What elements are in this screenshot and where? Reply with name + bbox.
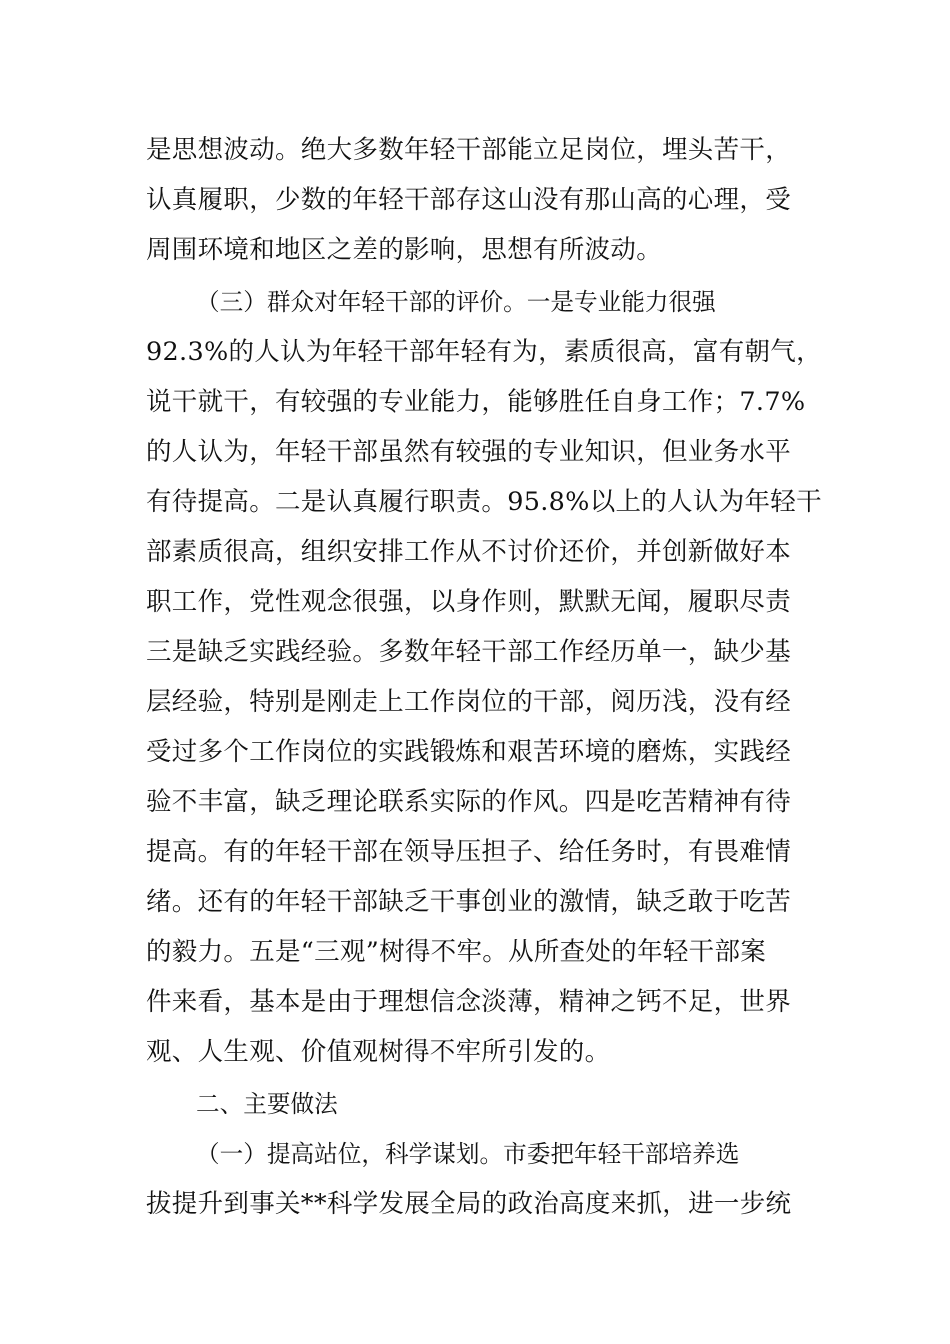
text-line: 观、人生观、价值观树得不牢所引发的。 — [146, 1037, 611, 1067]
section-heading: 二、主要做法 — [196, 1090, 338, 1118]
text-line: 的毅力。五是“三观”树得不牢。从所查处的年轻干部案 — [146, 937, 767, 967]
text-line: 的人认为，年轻干部虽然有较强的专业知识，但业务水平 — [146, 437, 792, 467]
text-line: 层经验，特别是刚走上工作岗位的干部，阅历浅，没有经 — [146, 687, 792, 717]
text-line: 绪。还有的年轻干部缺乏干事创业的激情，缺乏敢于吃苦 — [146, 887, 792, 917]
text-line: 三是缺乏实践经验。多数年轻干部工作经历单一，缺少基 — [146, 637, 792, 667]
text-line: 受过多个工作岗位的实践锻炼和艰苦环境的磨炼，实践经 — [146, 737, 792, 767]
text-line: 周围环境和地区之差的影响，思想有所波动。 — [146, 235, 663, 265]
text-line: 是思想波动。绝大多数年轻干部能立足岗位，埋头苦干， — [146, 135, 792, 165]
text-line: 92.3%的人认为年轻干部年轻有为，素质很高，富有朝气， — [146, 337, 822, 367]
text-line: 说干就干，有较强的专业能力，能够胜任自身工作；7.7% — [146, 387, 806, 417]
text-line: 部素质很高，组织安排工作从不讨价还价，并创新做好本 — [146, 537, 792, 567]
text-line: 件来看，基本是由于理想信念淡薄，精神之钙不足，世界 — [146, 987, 792, 1017]
text-line: 提高。有的年轻干部在领导压担子、给任务时，有畏难情 — [146, 837, 792, 867]
text-line: 认真履职，少数的年轻干部存这山没有那山高的心理，受 — [146, 185, 792, 215]
text-line: 职工作，党性观念很强，以身作则，默默无闻，履职尽责 — [146, 587, 792, 617]
section-heading-line: （三）群众对年轻干部的评价。一是专业能力很强 — [196, 288, 716, 316]
text-line: 验不丰富，缺乏理论联系实际的作风。四是吃苦精神有待 — [146, 787, 792, 817]
text-line: 有待提高。二是认真履行职责。95.8%以上的人认为年轻干 — [146, 487, 822, 517]
subsection-heading-line: （一）提高站位，科学谋划。市委把年轻干部培养选 — [196, 1140, 740, 1168]
text-line: 拔提升到事关**科学发展全局的政治高度来抓，进一步统 — [146, 1189, 792, 1219]
